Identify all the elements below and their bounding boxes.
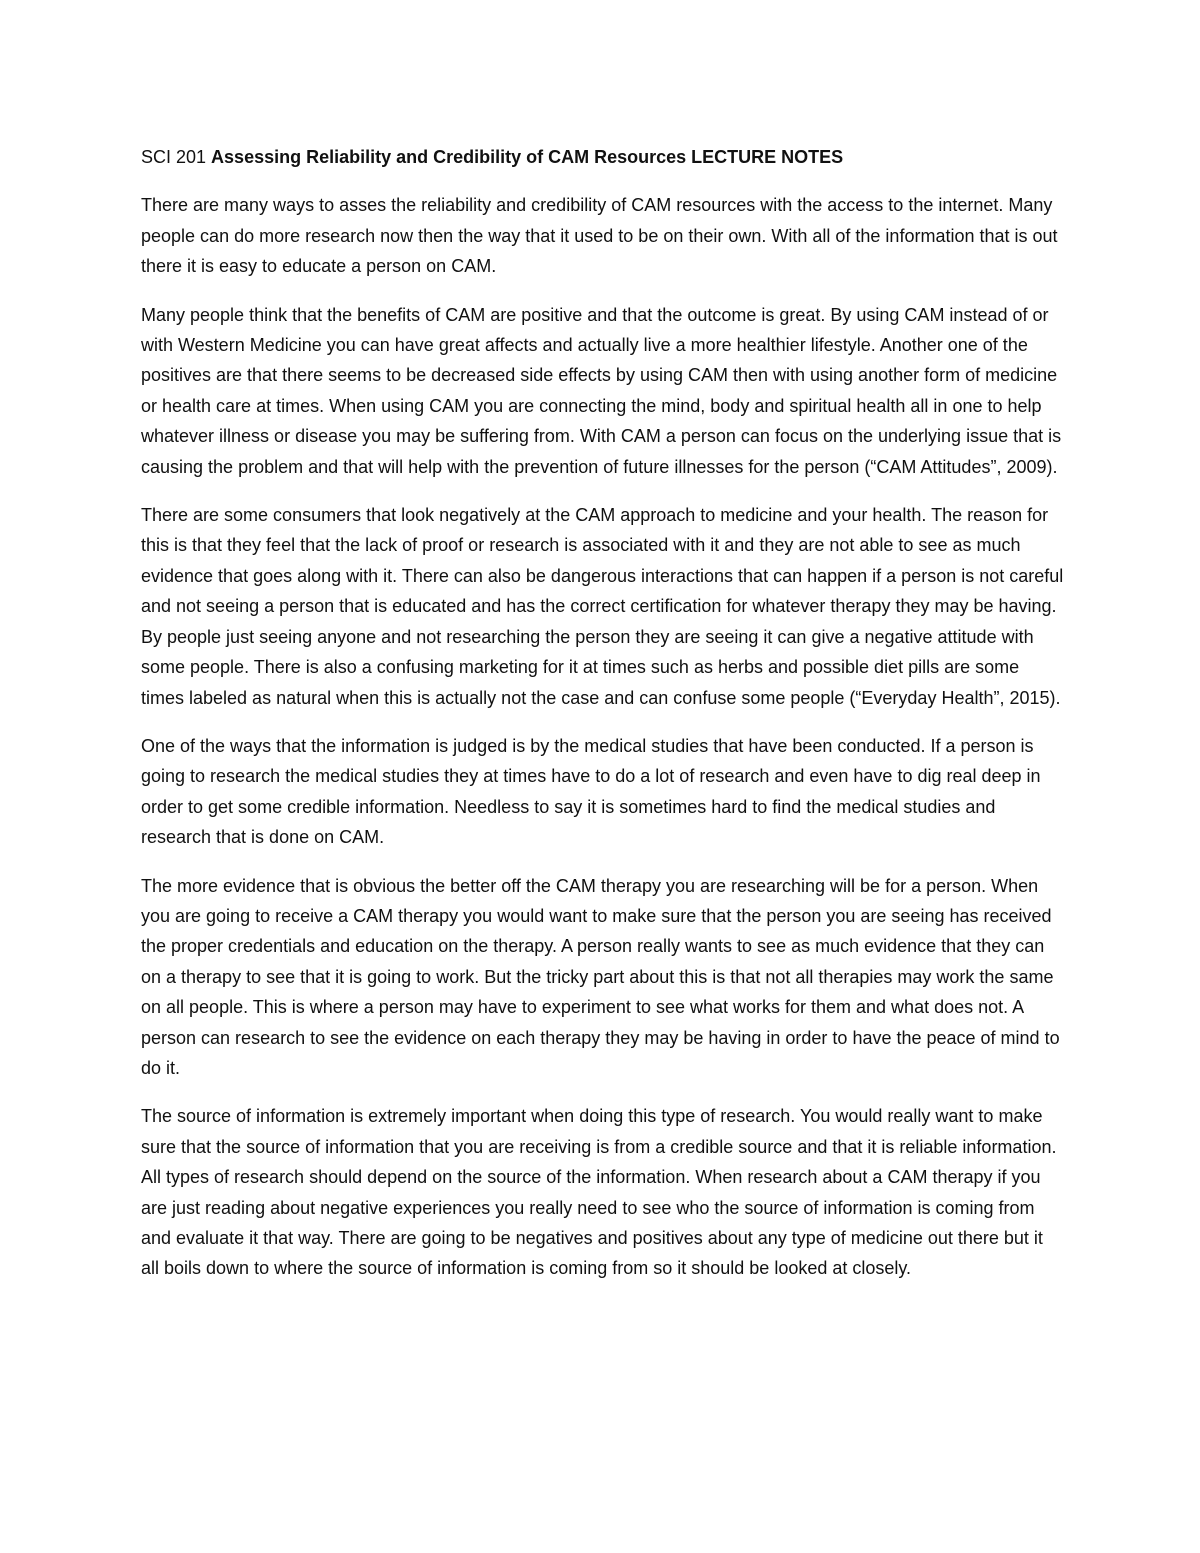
paragraph-evidence: The more evidence that is obvious the better off the CAM therapy you are researching will be for a person. When you are going to receive a CAM therapy you would want to make sure that the person you are seeing has received the proper credentials and education on the therapy. A person really wants to see as much evidence that they can on a therapy to see that it is going to work. But the tricky part about this is that not all therapies may work the same on all people. This is where a person may have to experiment to see what works for them and what does not. A person can research to see the evidence on each therapy they may be having in order to have the peace of mind to do it. xyxy=(141,875,1060,1078)
title-text: Assessing Reliability and Credibility of CAM Resources LECTURE NOTES xyxy=(211,147,844,167)
course-code: SCI 201 xyxy=(141,147,212,167)
document-body xyxy=(141,142,1065,1302)
paragraph-benefits: Many people think that the benefits of CAM are positive and that the outcome is great. By using CAM instead of or with Western Medicine you can have great affects and actually live a more healthier lifestyle. Another one of the positives are that there seems to be decreased side effects by using CAM then with using another form of medicine or health care at times. When using CAM you are connecting the mind, body and spiritual health all in one to help whatever illness or disease you may be suffering from. With CAM a person can focus on the underlying issue that is causing the problem and that will help with the prevention of future illnesses for the person (“CAM Attitudes”, 2009). xyxy=(141,304,1062,477)
paragraph-source: The source of information is extremely important when doing this type of research. You would really want to make sure that the source of information that you are receiving is from a credible source and that it is reliable information. All types of research should depend on the source of the information. When research about a CAM therapy if you are just reading about negative experiences you really need to see who the source of information is coming from and evaluate it that way. There are going to be negatives and positives about any type of medicine out there but it all boils down to where the source of information is coming from so it should be looked at closely. xyxy=(141,1106,1057,1279)
paragraph-intro: There are many ways to asses the reliability and credibility of CAM resources with the access to the internet. Many people can do more research now then the way that it used to be on their own. With all of the information that is out there it is easy to educate a person on CAM. xyxy=(141,195,1058,277)
document-title xyxy=(141,142,1065,172)
paragraph-negatives: There are some consumers that look negatively at the CAM approach to medicine and your health. The reason for this is that they feel that the lack of proof or research is associated with it and they are not able to see as much evidence that goes along with it. There can also be dangerous interactions that can happen if a person is not careful and not seeing a person that is educated and has the correct certification for whatever therapy they may be having. By people just seeing anyone and not researching the person they are seeing it can give a negative attitude with some people. There is also a confusing marketing for it at times such as herbs and possible diet pills are some times labeled as natural when this is actually not the case and can confuse some people (“Everyday Health”, 2015). xyxy=(141,505,1064,708)
paragraph-medical-studies: One of the ways that the information is judged is by the medical studies that have been conducted. If a person is going to research the medical studies they at times have to do a lot of research and even have to dig real deep in order to get some credible information. Needless to say it is sometimes hard to find the medical studies and research that is done on CAM. xyxy=(141,735,1041,848)
